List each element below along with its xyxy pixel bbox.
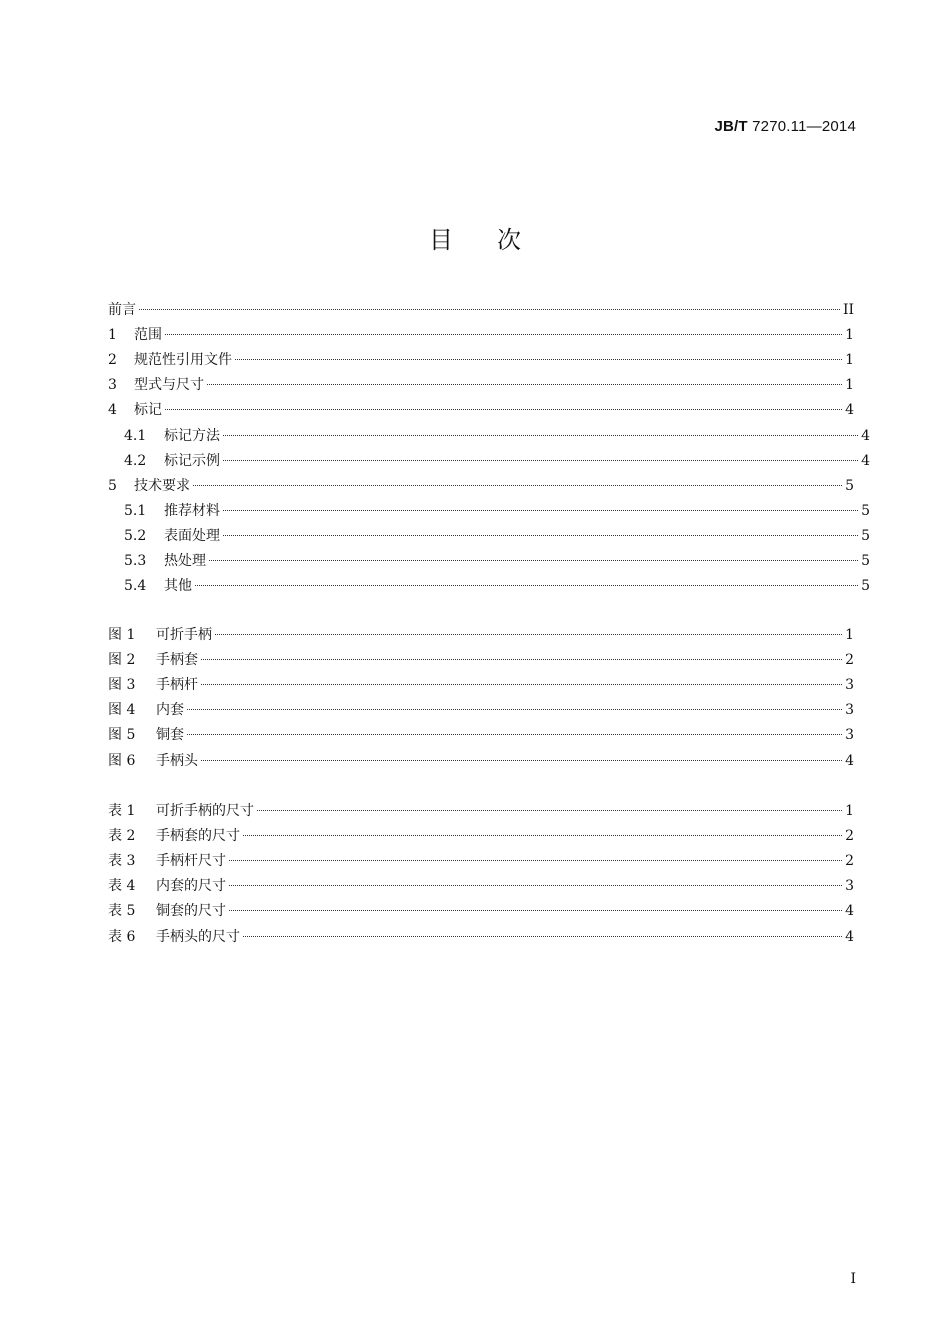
toc-entry-number: 表 2 [108, 828, 136, 845]
toc-entry-label: 铜套 [156, 727, 184, 744]
toc-table-entry[interactable] [108, 926, 854, 948]
toc-entry-label: 可折手柄的尺寸 [156, 803, 254, 819]
toc-table-entry[interactable] [108, 850, 854, 872]
standard-code-number: 7270.11—2014 [747, 118, 856, 135]
toc-entry-page: 1 [845, 352, 854, 369]
page-title: 目次 [429, 226, 565, 254]
toc-section-entry[interactable] [108, 575, 870, 597]
toc-table-entry[interactable] [108, 875, 854, 897]
toc-entry-label: 规范性引用文件 [134, 352, 232, 369]
toc-entry-label: 手柄杆 [156, 677, 198, 694]
dot-leader [201, 684, 842, 685]
toc-entry-page: 5 [861, 553, 870, 569]
dot-leader [201, 760, 842, 761]
dot-leader [229, 910, 842, 911]
page-number: I [850, 1271, 856, 1287]
toc-figure-entry[interactable] [108, 624, 854, 646]
toc-entry-label: 推荐材料 [164, 502, 220, 519]
toc-figure-entry[interactable] [108, 724, 854, 746]
dot-leader [187, 734, 842, 735]
toc-entry-label: 范围 [134, 327, 162, 344]
toc-entry-page: 1 [845, 627, 854, 643]
toc-section-entry[interactable] [108, 425, 870, 447]
toc-entry-number: 图 5 [108, 727, 136, 744]
dot-leader [193, 485, 842, 486]
toc-entry-page: 1 [845, 377, 854, 394]
toc-entry-page: 4 [861, 452, 870, 469]
toc-entry-number: 表 1 [108, 803, 136, 819]
toc-entry-number: 图 4 [108, 702, 136, 719]
toc-entry-label: 表面处理 [164, 527, 220, 544]
toc-entry-number: 表 6 [108, 928, 136, 945]
toc-entry-number: 表 4 [108, 878, 136, 895]
toc-entry-number: 图 1 [108, 627, 136, 643]
dot-leader [165, 334, 842, 335]
toc-entry-label: 其他 [164, 578, 192, 595]
dot-leader [207, 384, 842, 385]
toc-entry-number: 表 3 [108, 853, 136, 870]
toc-table-entry[interactable] [108, 800, 854, 822]
toc-entry-label: 铜套的尺寸 [156, 903, 226, 920]
toc-entry-page: 1 [845, 803, 854, 819]
toc-section-entry[interactable] [108, 525, 870, 547]
toc-entry-number: 1 [108, 327, 117, 344]
toc-entry-number: 5.1 [124, 502, 147, 519]
toc-entry-number: 4.2 [124, 452, 147, 469]
toc-entry-label: 手柄头 [156, 752, 198, 769]
toc-entry-page: 3 [845, 878, 854, 895]
dot-leader [243, 835, 842, 836]
toc-entry-label: 前言 [108, 302, 136, 318]
toc-entry-page: 5 [845, 477, 854, 494]
toc-entry-number: 4.1 [124, 427, 147, 444]
toc-entry-page: 5 [861, 578, 870, 595]
toc-entry-label: 型式与尺寸 [134, 377, 204, 394]
toc-section-entry[interactable] [108, 374, 854, 396]
toc-entry-page: 1 [845, 327, 854, 344]
toc-entry-number: 图 2 [108, 652, 136, 669]
toc-entry-page: 5 [861, 527, 870, 544]
toc-entry-number: 图 6 [108, 752, 136, 769]
dot-leader [187, 709, 842, 710]
toc-entry-page: 3 [845, 677, 854, 694]
toc-entry-label: 热处理 [164, 553, 206, 569]
toc-entry-number: 5.3 [124, 553, 147, 569]
dot-leader [257, 810, 842, 811]
toc-table-entry[interactable] [108, 900, 854, 922]
dot-leader [195, 585, 858, 586]
toc-entry-number: 表 5 [108, 903, 136, 920]
dot-leader [209, 560, 858, 561]
dot-leader [139, 309, 840, 310]
toc-figure-entry[interactable] [108, 674, 854, 696]
dot-leader [223, 535, 858, 536]
toc-entry-label: 标记示例 [164, 452, 220, 469]
dot-leader [223, 460, 858, 461]
toc-entry-page: 4 [845, 752, 854, 769]
toc-section-entry[interactable] [108, 299, 854, 321]
toc-entry-number: 图 3 [108, 677, 136, 694]
toc-entry-label: 手柄头的尺寸 [156, 928, 240, 945]
toc-entry-page: II [842, 302, 854, 318]
dot-leader [223, 510, 858, 511]
toc-section-entry[interactable] [108, 450, 870, 472]
dot-leader [215, 634, 842, 635]
toc-entry-label: 手柄杆尺寸 [156, 853, 226, 870]
toc-entry-number: 3 [108, 377, 117, 394]
dot-leader [223, 435, 858, 436]
toc-section-entry[interactable] [108, 349, 854, 371]
toc-entry-label: 标记方法 [164, 427, 220, 444]
toc-entry-page: 2 [845, 652, 854, 669]
toc-entry-page: 3 [845, 702, 854, 719]
toc-table-entry[interactable] [108, 825, 854, 847]
standard-code [714, 118, 856, 135]
toc-entry-label: 手柄套的尺寸 [156, 828, 240, 845]
toc-entry-page: 4 [845, 903, 854, 920]
toc-section-entry[interactable] [108, 550, 870, 572]
dot-leader [229, 885, 842, 886]
toc-figure-entry[interactable] [108, 699, 854, 721]
toc-entry-number: 5.2 [124, 527, 147, 544]
toc-entry-page: 4 [845, 928, 854, 945]
toc-entry-number: 4 [108, 402, 117, 419]
toc-entry-page: 4 [845, 402, 854, 419]
dot-leader [243, 936, 842, 937]
standard-code-prefix: JB/T [714, 118, 748, 135]
toc-entry-page: 4 [861, 427, 870, 444]
toc-entry-label: 技术要求 [134, 477, 190, 494]
toc-entry-number: 5 [108, 477, 117, 494]
toc-figure-entry[interactable] [108, 750, 854, 772]
toc-entry-page: 5 [861, 502, 870, 519]
toc-figure-entry[interactable] [108, 649, 854, 671]
toc-entry-page: 3 [845, 727, 854, 744]
toc-entry-label: 可折手柄 [156, 627, 212, 643]
toc-entry-number: 2 [108, 352, 117, 369]
toc-entry-page: 2 [845, 853, 854, 870]
dot-leader [201, 659, 842, 660]
toc-section-entry[interactable] [108, 399, 854, 421]
dot-leader [235, 359, 842, 360]
toc-entry-label: 内套 [156, 702, 184, 719]
toc-section-entry[interactable] [108, 500, 870, 522]
toc-entry-number: 5.4 [124, 578, 147, 595]
dot-leader [165, 409, 842, 410]
toc-entry-label: 手柄套 [156, 652, 198, 669]
toc-section-entry[interactable] [108, 324, 854, 346]
toc-entry-label: 标记 [134, 402, 162, 419]
dot-leader [229, 860, 842, 861]
toc-entry-page: 2 [845, 828, 854, 845]
toc-section-entry[interactable] [108, 475, 854, 497]
toc-entry-label: 内套的尺寸 [156, 878, 226, 895]
